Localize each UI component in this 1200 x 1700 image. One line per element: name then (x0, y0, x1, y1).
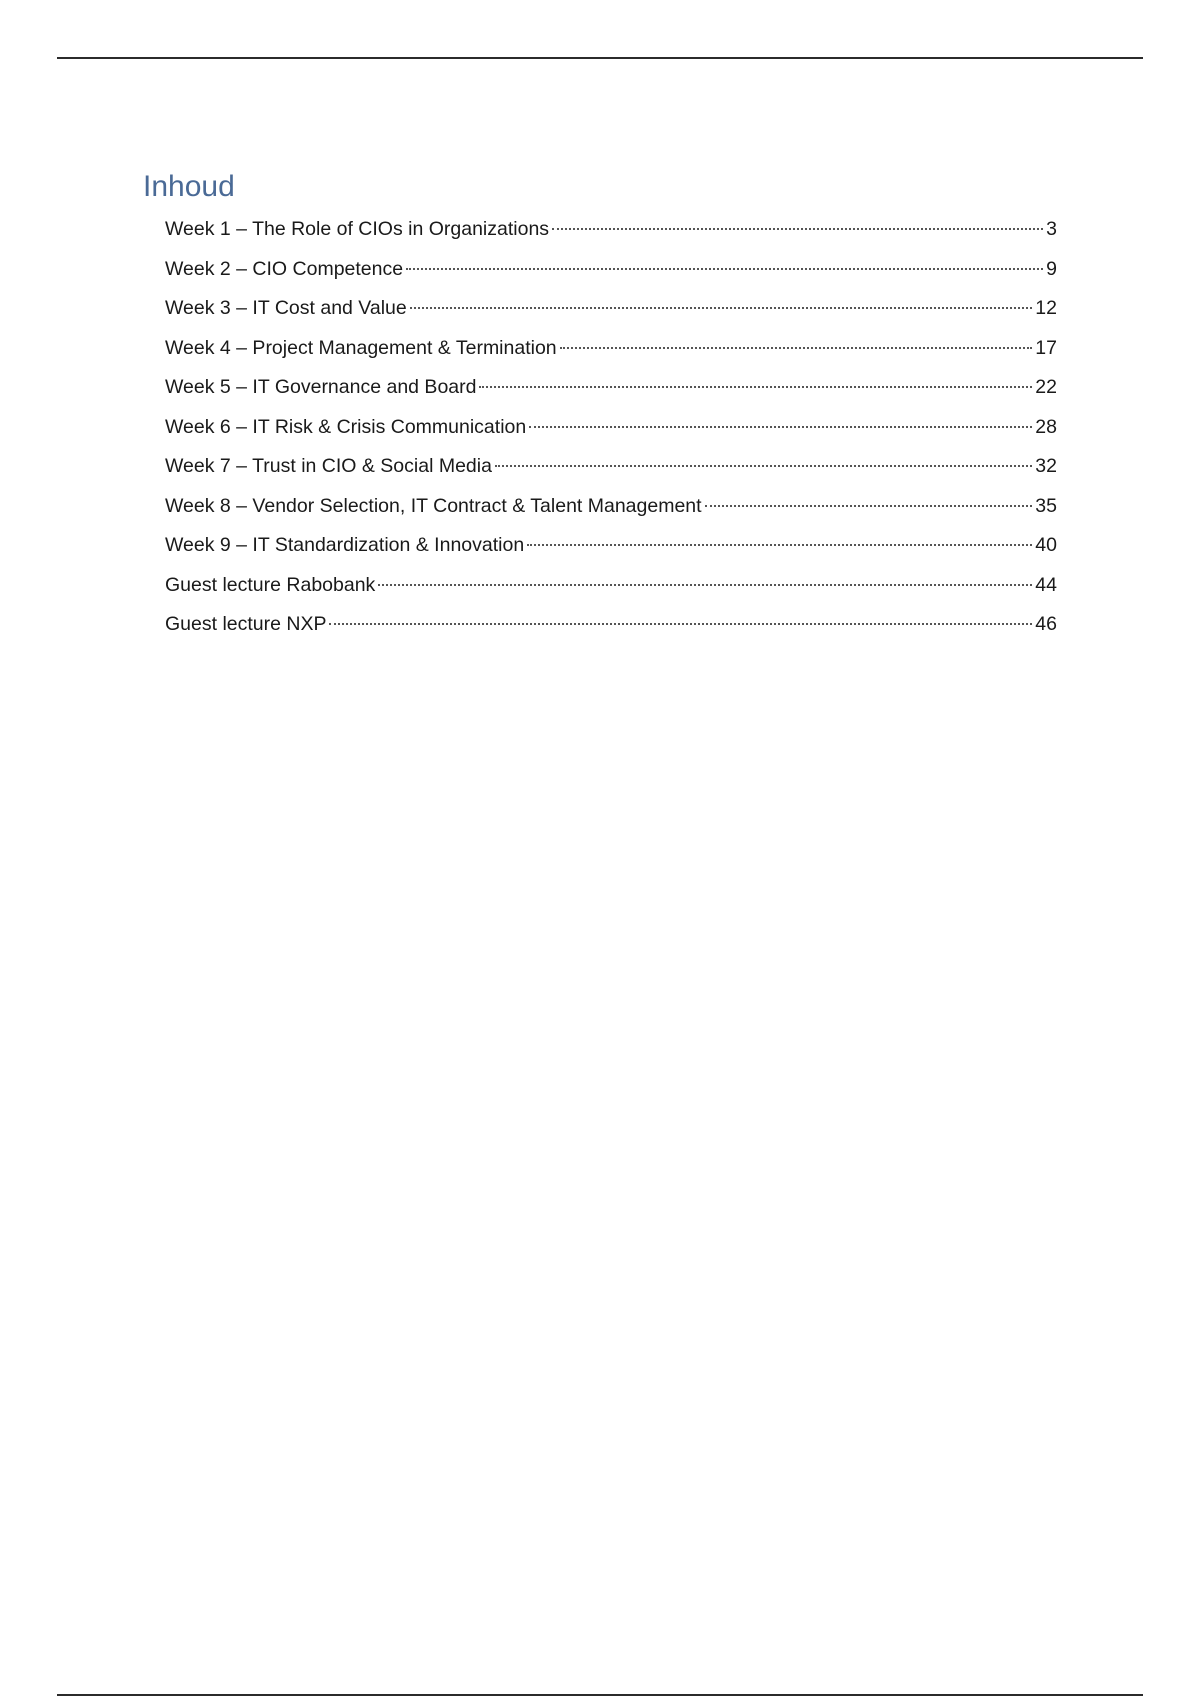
toc-entry-label: Week 6 – IT Risk & Crisis Communication (165, 415, 527, 438)
table-of-contents (143, 168, 1057, 651)
toc-entry-page: 17 (1035, 336, 1057, 359)
toc-entry-label: Week 9 – IT Standardization & Innovation (165, 534, 525, 556)
header-rule (57, 57, 1143, 59)
dot-leader (705, 505, 1033, 507)
toc-entry-page: 32 (1035, 455, 1057, 477)
toc-entry-label: Week 2 – CIO Competence (165, 257, 404, 280)
toc-entry-page: 44 (1035, 573, 1057, 596)
toc-entry[interactable] (165, 532, 1057, 572)
toc-entry-label: Guest lecture Rabobank (165, 573, 376, 596)
toc-entry[interactable] (165, 493, 1057, 533)
toc-entry[interactable] (165, 335, 1057, 375)
toc-entry-label: Week 4 – Project Management & Termination (165, 336, 557, 359)
toc-entry-page: 9 (1046, 257, 1057, 280)
toc-entry[interactable] (165, 453, 1057, 493)
toc-list (143, 216, 1057, 651)
dot-leader (495, 465, 1032, 467)
toc-entry-label: Week 3 – IT Cost and Value (165, 297, 407, 319)
toc-entry-page: 3 (1046, 218, 1057, 240)
dot-leader (410, 307, 1033, 309)
dot-leader (406, 268, 1043, 270)
dot-leader (527, 544, 1032, 546)
toc-entry-page: 35 (1035, 494, 1057, 517)
dot-leader (329, 623, 1032, 625)
toc-entry[interactable] (165, 414, 1057, 454)
toc-entry-label: Week 8 – Vendor Selection, IT Contract & Talent Management (165, 494, 702, 517)
toc-entry-label: Week 5 – IT Governance and Board (165, 376, 477, 398)
dot-leader (378, 584, 1032, 586)
toc-entry[interactable] (165, 374, 1057, 414)
toc-entry-page: 22 (1035, 376, 1057, 398)
toc-entry-page: 46 (1035, 613, 1057, 635)
toc-entry-label: Week 7 – Trust in CIO & Social Media (165, 455, 492, 477)
toc-entry[interactable] (165, 256, 1057, 296)
dot-leader (479, 386, 1032, 388)
dot-leader (529, 426, 1032, 428)
toc-entry-page: 40 (1035, 534, 1057, 556)
toc-entry[interactable] (165, 216, 1057, 256)
toc-entry-label: Guest lecture NXP (165, 613, 327, 635)
toc-entry[interactable] (165, 572, 1057, 612)
toc-title: Inhoud (143, 170, 235, 203)
toc-entry-label: Week 1 – The Role of CIOs in Organizations (165, 218, 550, 240)
dot-leader (560, 347, 1033, 349)
toc-entry-page: 28 (1035, 415, 1057, 438)
dot-leader (552, 228, 1043, 230)
toc-entry[interactable] (165, 611, 1057, 651)
toc-entry-page: 12 (1035, 297, 1057, 319)
footer-rule (57, 1694, 1143, 1696)
toc-entry[interactable] (165, 295, 1057, 335)
